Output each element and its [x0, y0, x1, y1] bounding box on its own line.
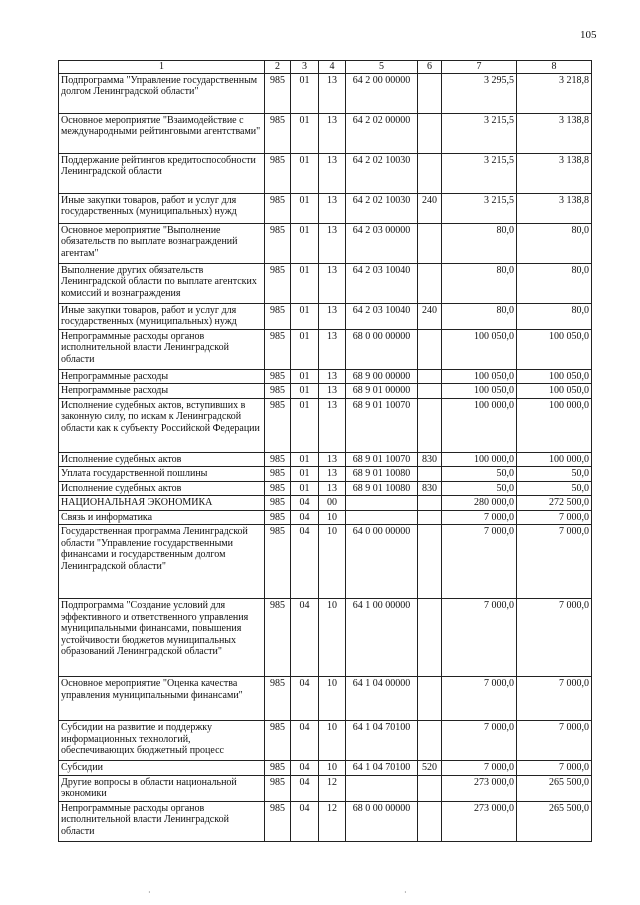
row-amount-2: 3 138,8 [517, 113, 592, 153]
row-expense-type [418, 384, 442, 399]
row-target-code: 68 0 00 00000 [346, 329, 418, 369]
row-amount-2: 100 050,0 [517, 384, 592, 399]
row-subsection: 13 [319, 329, 346, 369]
row-name: НАЦИОНАЛЬНАЯ ЭКОНОМИКА [59, 496, 265, 511]
row-expense-type [418, 153, 442, 193]
row-section: 01 [291, 329, 319, 369]
row-code: 985 [265, 193, 291, 223]
row-amount-2: 100 050,0 [517, 329, 592, 369]
row-amount-1: 50,0 [442, 481, 517, 496]
table-row [59, 525, 592, 599]
table-row [59, 599, 592, 677]
scan-mark: · [404, 888, 407, 897]
row-amount-2: 3 138,8 [517, 193, 592, 223]
table-row [59, 496, 592, 511]
row-subsection: 13 [319, 384, 346, 399]
row-subsection: 10 [319, 677, 346, 721]
row-target-code: 64 2 03 10040 [346, 303, 418, 329]
table-row [59, 761, 592, 776]
row-expense-type: 520 [418, 761, 442, 776]
row-expense-type [418, 496, 442, 511]
row-amount-1: 100 050,0 [442, 329, 517, 369]
row-amount-2: 265 500,0 [517, 801, 592, 841]
row-amount-2: 3 138,8 [517, 153, 592, 193]
row-target-code: 64 2 02 10030 [346, 153, 418, 193]
row-target-code: 64 2 02 10030 [346, 193, 418, 223]
row-amount-1: 80,0 [442, 263, 517, 303]
row-amount-1: 3 215,5 [442, 153, 517, 193]
row-code: 985 [265, 467, 291, 482]
row-amount-1: 7 000,0 [442, 721, 517, 761]
table-row [59, 677, 592, 721]
table-row [59, 303, 592, 329]
table-row [59, 452, 592, 467]
row-subsection: 13 [319, 369, 346, 384]
row-amount-2: 50,0 [517, 467, 592, 482]
row-amount-1: 3 295,5 [442, 73, 517, 113]
row-section: 04 [291, 510, 319, 525]
row-section: 04 [291, 677, 319, 721]
row-code: 985 [265, 398, 291, 452]
row-amount-1: 7 000,0 [442, 677, 517, 721]
row-target-code [346, 510, 418, 525]
table-row [59, 263, 592, 303]
row-subsection: 13 [319, 452, 346, 467]
row-name: Субсидии на развитие и поддержку информационных технологий, обеспечивающих бюджетный процесс [59, 721, 265, 761]
row-code: 985 [265, 329, 291, 369]
row-name: Подпрограмма "Создание условий для эффективного и ответственного управления муниципальными финансами, повышения устойчивости бюджетов муниципальных образований Ленинградской области" [59, 599, 265, 677]
row-code: 985 [265, 73, 291, 113]
row-section: 01 [291, 452, 319, 467]
row-target-code: 64 2 02 00000 [346, 113, 418, 153]
row-expense-type: 240 [418, 303, 442, 329]
row-amount-1: 3 215,5 [442, 113, 517, 153]
col-header: 5 [346, 61, 418, 74]
row-amount-2: 265 500,0 [517, 775, 592, 801]
row-expense-type [418, 677, 442, 721]
table-row [59, 398, 592, 452]
row-amount-1: 80,0 [442, 303, 517, 329]
row-amount-2: 80,0 [517, 303, 592, 329]
col-header: 6 [418, 61, 442, 74]
row-amount-1: 7 000,0 [442, 525, 517, 599]
table-row [59, 801, 592, 841]
row-section: 04 [291, 721, 319, 761]
col-header: 8 [517, 61, 592, 74]
row-amount-2: 100 000,0 [517, 452, 592, 467]
row-name: Основное мероприятие "Оценка качества управления муниципальными финансами" [59, 677, 265, 721]
row-subsection: 00 [319, 496, 346, 511]
row-amount-1: 80,0 [442, 223, 517, 263]
row-expense-type [418, 525, 442, 599]
row-code: 985 [265, 369, 291, 384]
row-amount-1: 100 000,0 [442, 452, 517, 467]
row-target-code: 68 9 01 00000 [346, 384, 418, 399]
row-section: 01 [291, 369, 319, 384]
row-amount-2: 3 218,8 [517, 73, 592, 113]
row-name: Другие вопросы в области национальной экономики [59, 775, 265, 801]
row-expense-type [418, 398, 442, 452]
row-amount-2: 7 000,0 [517, 761, 592, 776]
row-target-code: 68 9 01 10070 [346, 452, 418, 467]
row-section: 04 [291, 525, 319, 599]
row-subsection: 10 [319, 599, 346, 677]
row-target-code: 64 1 04 00000 [346, 677, 418, 721]
row-amount-2: 7 000,0 [517, 721, 592, 761]
row-code: 985 [265, 223, 291, 263]
row-amount-2: 272 500,0 [517, 496, 592, 511]
row-expense-type [418, 329, 442, 369]
row-code: 985 [265, 677, 291, 721]
row-expense-type [418, 775, 442, 801]
table-row [59, 384, 592, 399]
row-subsection: 10 [319, 525, 346, 599]
row-amount-1: 100 050,0 [442, 384, 517, 399]
row-name: Связь и информатика [59, 510, 265, 525]
row-subsection: 13 [319, 303, 346, 329]
row-amount-1: 50,0 [442, 467, 517, 482]
row-code: 985 [265, 303, 291, 329]
row-expense-type: 240 [418, 193, 442, 223]
row-subsection: 10 [319, 510, 346, 525]
row-target-code: 64 2 03 00000 [346, 223, 418, 263]
row-code: 985 [265, 496, 291, 511]
row-subsection: 13 [319, 153, 346, 193]
row-section: 01 [291, 384, 319, 399]
budget-table [58, 60, 592, 842]
row-section: 01 [291, 113, 319, 153]
row-code: 985 [265, 801, 291, 841]
row-target-code: 68 9 00 00000 [346, 369, 418, 384]
row-amount-1: 100 000,0 [442, 398, 517, 452]
row-section: 04 [291, 761, 319, 776]
row-subsection: 12 [319, 801, 346, 841]
row-section: 01 [291, 223, 319, 263]
table-row [59, 73, 592, 113]
row-name: Непрограммные расходы органов исполнительной власти Ленинградской области [59, 801, 265, 841]
row-amount-2: 7 000,0 [517, 510, 592, 525]
row-code: 985 [265, 113, 291, 153]
row-name: Основное мероприятие "Выполнение обязательств по выплате вознаграждений агентам" [59, 223, 265, 263]
row-section: 01 [291, 153, 319, 193]
row-amount-2: 100 000,0 [517, 398, 592, 452]
row-code: 985 [265, 510, 291, 525]
row-name: Непрограммные расходы [59, 384, 265, 399]
row-name: Подпрограмма "Управление государственным долгом Ленинградской области" [59, 73, 265, 113]
page-number: 105 [580, 29, 597, 41]
row-section: 01 [291, 73, 319, 113]
row-name: Государственная программа Ленинградской области "Управление государственными финансами и государственным долгом Ленинградской области" [59, 525, 265, 599]
row-expense-type [418, 369, 442, 384]
col-header: 1 [59, 61, 265, 74]
row-subsection: 13 [319, 481, 346, 496]
table-row [59, 113, 592, 153]
row-section: 01 [291, 193, 319, 223]
row-code: 985 [265, 452, 291, 467]
row-amount-1: 7 000,0 [442, 510, 517, 525]
row-code: 985 [265, 599, 291, 677]
row-section: 01 [291, 398, 319, 452]
row-subsection: 13 [319, 113, 346, 153]
row-amount-2: 50,0 [517, 481, 592, 496]
row-expense-type [418, 73, 442, 113]
row-amount-1: 273 000,0 [442, 775, 517, 801]
row-amount-1: 273 000,0 [442, 801, 517, 841]
row-target-code: 64 1 00 00000 [346, 599, 418, 677]
row-expense-type [418, 599, 442, 677]
row-target-code: 68 0 00 00000 [346, 801, 418, 841]
row-code: 985 [265, 775, 291, 801]
table-row [59, 510, 592, 525]
row-target-code: 68 9 01 10080 [346, 467, 418, 482]
row-expense-type [418, 113, 442, 153]
row-section: 01 [291, 467, 319, 482]
row-name: Исполнение судебных актов [59, 481, 265, 496]
row-subsection: 13 [319, 398, 346, 452]
row-name: Субсидии [59, 761, 265, 776]
table-row [59, 369, 592, 384]
row-section: 04 [291, 775, 319, 801]
row-amount-1: 280 000,0 [442, 496, 517, 511]
row-name: Уплата государственной пошлины [59, 467, 265, 482]
row-name: Исполнение судебных актов, вступивших в законную силу, по искам к Ленинградской области как к субъекту Российской Федерации [59, 398, 265, 452]
row-subsection: 13 [319, 263, 346, 303]
row-subsection: 12 [319, 775, 346, 801]
table-row [59, 193, 592, 223]
row-expense-type [418, 801, 442, 841]
row-code: 985 [265, 525, 291, 599]
row-subsection: 13 [319, 223, 346, 263]
row-name: Выполнение других обязательств Ленинградской области по выплате агентских комиссий и вознаграждения [59, 263, 265, 303]
row-expense-type: 830 [418, 481, 442, 496]
row-subsection: 13 [319, 73, 346, 113]
row-name: Непрограммные расходы органов исполнительной власти Ленинградской области [59, 329, 265, 369]
row-target-code: 64 1 04 70100 [346, 761, 418, 776]
row-expense-type: 830 [418, 452, 442, 467]
row-target-code: 64 2 00 00000 [346, 73, 418, 113]
row-subsection: 13 [319, 193, 346, 223]
row-amount-1: 3 215,5 [442, 193, 517, 223]
col-header: 2 [265, 61, 291, 74]
row-target-code: 68 9 01 10070 [346, 398, 418, 452]
row-code: 985 [265, 384, 291, 399]
row-amount-1: 100 050,0 [442, 369, 517, 384]
table-row [59, 481, 592, 496]
scan-mark: · [148, 888, 151, 897]
row-subsection: 10 [319, 761, 346, 776]
row-section: 01 [291, 481, 319, 496]
table-row [59, 223, 592, 263]
row-amount-2: 7 000,0 [517, 525, 592, 599]
row-expense-type [418, 263, 442, 303]
row-expense-type [418, 223, 442, 263]
col-header: 7 [442, 61, 517, 74]
col-header: 4 [319, 61, 346, 74]
row-expense-type [418, 721, 442, 761]
table-row [59, 329, 592, 369]
row-code: 985 [265, 481, 291, 496]
row-amount-2: 7 000,0 [517, 599, 592, 677]
row-name: Иные закупки товаров, работ и услуг для государственных (муниципальных) нужд [59, 193, 265, 223]
table-body [59, 73, 592, 841]
row-target-code: 68 9 01 10080 [346, 481, 418, 496]
row-expense-type [418, 467, 442, 482]
row-section: 01 [291, 303, 319, 329]
row-name: Иные закупки товаров, работ и услуг для государственных (муниципальных) нужд [59, 303, 265, 329]
row-section: 04 [291, 801, 319, 841]
row-target-code: 64 2 03 10040 [346, 263, 418, 303]
table-header-row [59, 61, 592, 74]
row-amount-1: 7 000,0 [442, 761, 517, 776]
row-amount-2: 80,0 [517, 223, 592, 263]
row-target-code: 64 1 04 70100 [346, 721, 418, 761]
row-name: Исполнение судебных актов [59, 452, 265, 467]
row-amount-2: 7 000,0 [517, 677, 592, 721]
row-amount-2: 100 050,0 [517, 369, 592, 384]
table-row [59, 721, 592, 761]
table-row [59, 775, 592, 801]
table-row [59, 467, 592, 482]
row-subsection: 13 [319, 467, 346, 482]
table-row [59, 153, 592, 193]
row-subsection: 10 [319, 721, 346, 761]
row-section: 04 [291, 599, 319, 677]
row-target-code [346, 496, 418, 511]
row-code: 985 [265, 761, 291, 776]
row-name: Поддержание рейтингов кредитоспособности Ленинградской области [59, 153, 265, 193]
row-section: 01 [291, 263, 319, 303]
row-expense-type [418, 510, 442, 525]
row-code: 985 [265, 263, 291, 303]
row-amount-2: 80,0 [517, 263, 592, 303]
row-target-code [346, 775, 418, 801]
row-name: Непрограммные расходы [59, 369, 265, 384]
row-name: Основное мероприятие "Взаимодействие с международными рейтинговыми агентствами" [59, 113, 265, 153]
row-target-code: 64 0 00 00000 [346, 525, 418, 599]
col-header: 3 [291, 61, 319, 74]
row-code: 985 [265, 721, 291, 761]
row-amount-1: 7 000,0 [442, 599, 517, 677]
row-section: 04 [291, 496, 319, 511]
row-code: 985 [265, 153, 291, 193]
